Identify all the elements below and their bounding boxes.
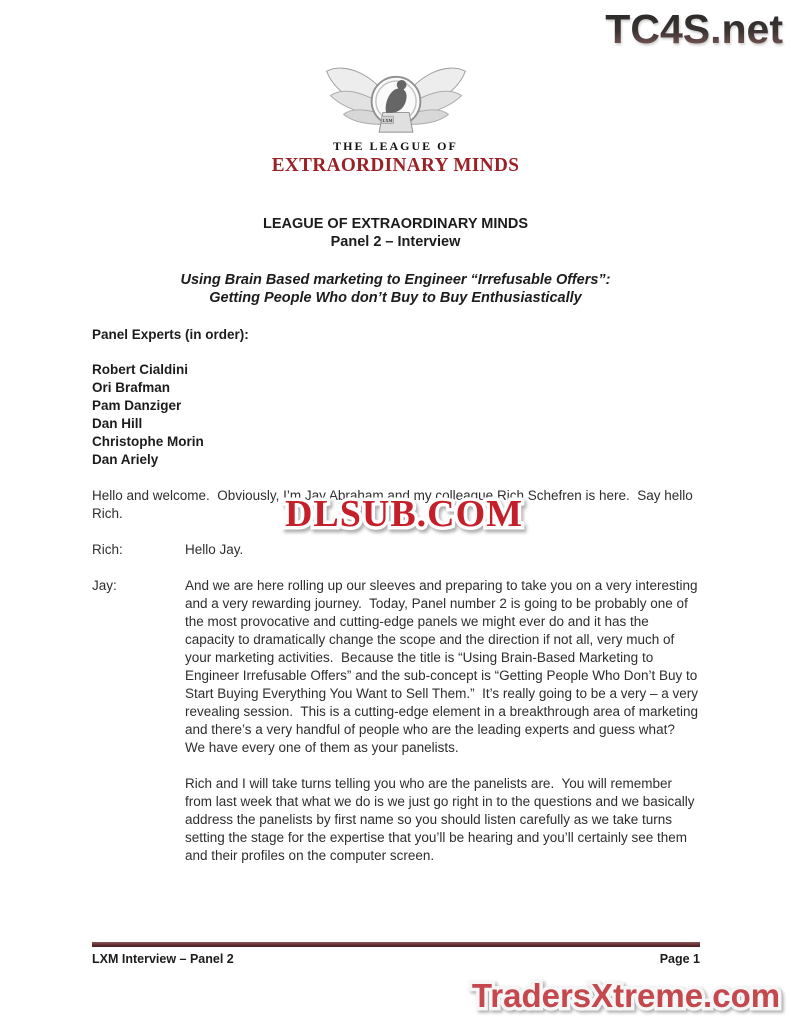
intro-paragraph: Hello and welcome. Obviously, I’m Jay Abraham and my colleague Rich Schefren is here. Say hello Rich. bbox=[92, 488, 697, 521]
speaker-label: Jay: bbox=[92, 578, 117, 593]
pedestal-lxm-text: LXM bbox=[382, 118, 393, 124]
panel-expert: Ori Brafman bbox=[92, 380, 171, 395]
dialogue-row-jay bbox=[92, 577, 700, 757]
subtitle-line1: Using Brain Based marketing to Engineer “Irrefusable Offers”: bbox=[180, 272, 611, 288]
dialogue-text: And we are here rolling up our sleeves and preparing to take you on a very interesting and a very rewarding journey. Today, Panel number 2 is going to be probably one of the most provocative and cutting-edge panels we might ever do and it has the capacity to dramatically change the scope and the direction if not all, very much of your marketing activities. Because the title is “Using Brain-Based Marketing to Engineer Irrefusable Offers” and the sub-concept is “Getting People Who Don’t Buy to Start Buying Everything You Want to Sell Them.” It’s really going to be a very – a very revealing session. This is a cutting-edge element in a breakthrough area of marketing and there’s a very handful of people who are the leading experts and guess what? We have every one of them as your panelists. bbox=[185, 578, 702, 755]
document-title bbox=[0, 215, 791, 251]
dialogue-row-rich bbox=[92, 541, 700, 559]
title-line2: Panel 2 – Interview bbox=[330, 234, 461, 250]
panel-expert: Dan Ariely bbox=[92, 452, 159, 467]
panel-expert: Pam Danziger bbox=[92, 398, 182, 413]
dialogue-text: Rich and I will take turns telling you who are the panelists are. You will remember from last week that what we do is we just go right in to the questions and we basically address the panelists by first name so you should listen carefully as we take turns setting the stage for the expertise that you’ll be hearing and you’ll certainly see them and their profiles on the computer screen. bbox=[185, 776, 699, 863]
title-line1: LEAGUE OF EXTRAORDINARY MINDS bbox=[262, 216, 529, 232]
footer-rule bbox=[92, 942, 700, 947]
dialogue-row-jay-continued bbox=[92, 775, 700, 865]
footer bbox=[92, 952, 700, 966]
tradersxtreme-watermark-text: TradersXtreme.com bbox=[471, 977, 781, 1014]
document-body bbox=[0, 326, 791, 865]
dlsub-watermark-svg bbox=[256, 488, 552, 538]
logo-line2: EXTRAORDINARY MINDS bbox=[271, 154, 520, 176]
speaker-label: Rich: bbox=[92, 542, 123, 557]
logo-line1: THE LEAGUE OF bbox=[333, 139, 458, 153]
panel-experts-list bbox=[92, 361, 700, 469]
subtitle-line2: Getting People Who don’t Buy to Buy Enthusiastically bbox=[209, 290, 582, 306]
tc4s-watermark-svg bbox=[559, 1, 787, 55]
panel-expert: Dan Hill bbox=[92, 416, 143, 431]
winged-thinker-emblem-icon bbox=[321, 60, 471, 134]
dialogue-text: Hello Jay. bbox=[185, 542, 244, 557]
panel-experts-heading: Panel Experts (in order): bbox=[92, 327, 249, 342]
footer-left-text: LXM Interview – Panel 2 bbox=[92, 952, 234, 966]
watermark-top-right bbox=[559, 1, 787, 60]
tradersxtreme-watermark-svg bbox=[461, 970, 791, 1022]
panel-expert: Christophe Morin bbox=[92, 434, 204, 449]
dlsub-watermark-text: DLSUB.COM bbox=[284, 493, 524, 535]
document-subtitle bbox=[0, 271, 791, 307]
watermark-bottom-right bbox=[461, 970, 791, 1024]
tc4s-watermark-text: TC4S.net bbox=[605, 6, 783, 52]
panel-expert: Robert Cialdini bbox=[92, 362, 189, 377]
footer-page-number: Page 1 bbox=[659, 952, 700, 966]
watermark-middle bbox=[256, 488, 552, 543]
speaker-label-empty bbox=[92, 775, 185, 865]
